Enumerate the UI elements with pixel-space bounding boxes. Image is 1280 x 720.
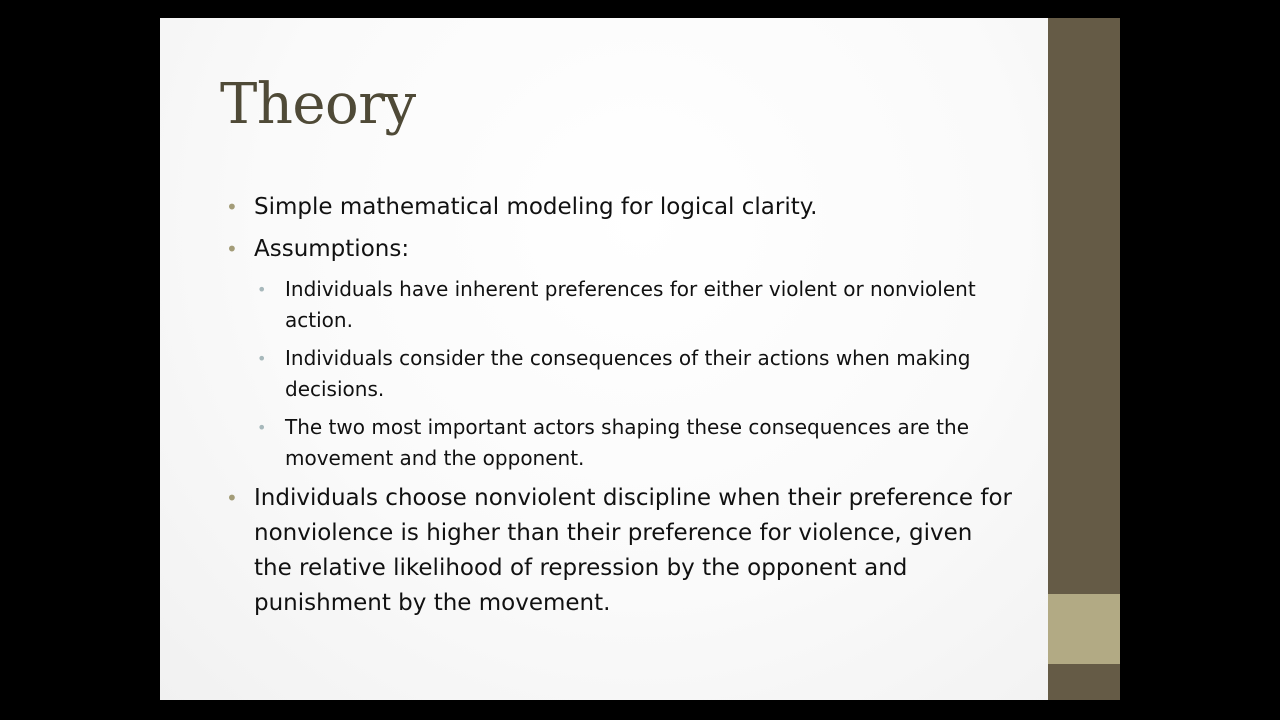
bullet-text: Individuals choose nonviolent discipline when their preference for nonviolence is higher than their preference for violence, given the relative likelihood of repression by the opponent and punishment by the movement. <box>254 485 1012 616</box>
sub-bullet-dot-icon: • <box>257 418 267 437</box>
sub-bullet-dot-icon: • <box>257 280 267 299</box>
slide-side-accent <box>1048 594 1120 664</box>
bullet-item <box>226 481 1016 621</box>
bullet-text: Simple mathematical modeling for logical clarity. <box>254 194 818 220</box>
bullet-item <box>226 190 1016 225</box>
sub-bullet-list <box>226 274 1016 474</box>
sub-bullet-item <box>257 274 1016 336</box>
bullet-item <box>226 232 1016 267</box>
sub-bullet-text: Individuals consider the consequences of their actions when making decisions. <box>285 346 971 401</box>
sub-bullet-item <box>257 412 1016 474</box>
sub-bullet-dot-icon: • <box>257 349 267 368</box>
bullet-dot-icon: • <box>226 486 238 510</box>
bullet-text: Assumptions: <box>254 236 410 262</box>
sub-bullet-text: Individuals have inherent preferences for either violent or nonviolent action. <box>285 277 976 332</box>
sub-bullet-text: The two most important actors shaping these consequences are the movement and the opponent. <box>285 415 970 470</box>
bullet-dot-icon: • <box>226 237 238 261</box>
bullet-dot-icon: • <box>226 195 238 219</box>
slide-title: Theory <box>220 72 416 137</box>
slide <box>160 18 1120 700</box>
sub-bullet-item <box>257 343 1016 405</box>
slide-body <box>226 190 1016 628</box>
